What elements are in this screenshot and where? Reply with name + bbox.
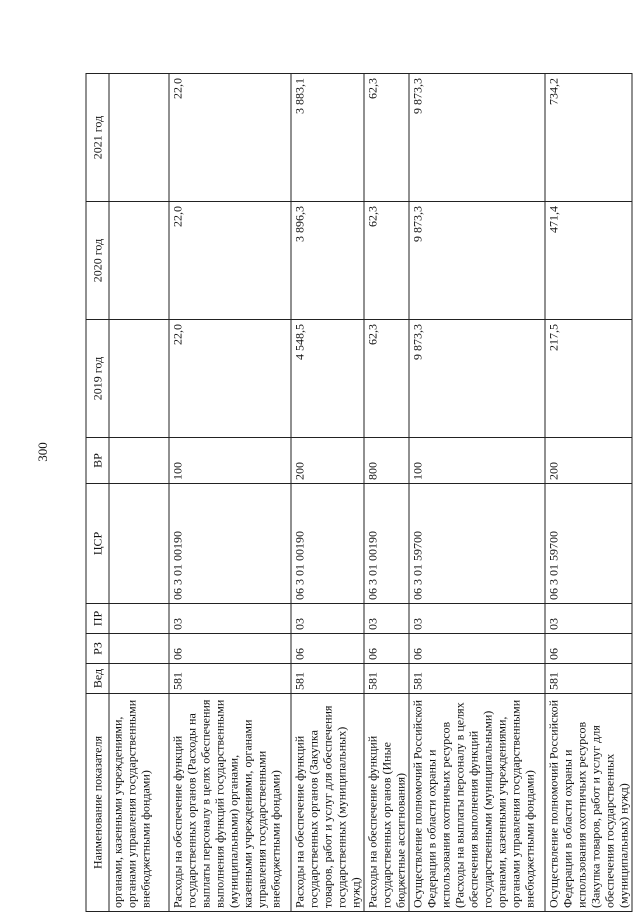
cell-ved: 581 — [545, 664, 632, 694]
cell-ved — [109, 664, 169, 694]
cell-2021: 734,2 — [545, 74, 632, 202]
header-ved: Вед — [86, 664, 109, 694]
header-2019: 2019 год — [86, 320, 109, 438]
cell-ved: 581 — [169, 664, 291, 694]
cell-rz: 06 — [364, 634, 409, 664]
cell-rz: 06 — [291, 634, 364, 664]
cell-2020: 22,0 — [169, 202, 291, 320]
cell-pr: 03 — [409, 604, 545, 634]
cell-pr: 03 — [291, 604, 364, 634]
cell-csr: 06 3 01 59700 — [545, 484, 632, 604]
cell-ved: 581 — [291, 664, 364, 694]
cell-rz — [109, 634, 169, 664]
cell-csr: 06 3 01 00190 — [169, 484, 291, 604]
cell-name: Расходы на обеспечение функций государственных органов (Иные бюджетные ассигнования) — [364, 694, 409, 912]
budget-table-container — [86, 74, 631, 912]
header-name: Наименование показателя — [86, 694, 109, 912]
cell-name: Осуществление полномочий Российской Федерации в области охраны и использования охотничьих ресурсов (Расходы на выплаты персоналу в целях обеспечения выполнения функций государственными (муниципальными) органами, казенными учреждениями, органами управления государственными внебюджетными фондами) — [409, 694, 545, 912]
cell-vr: 200 — [291, 438, 364, 484]
cell-rz: 06 — [409, 634, 545, 664]
cell-2019 — [109, 320, 169, 438]
cell-ved: 581 — [409, 664, 545, 694]
cell-name: Расходы на обеспечение функций государственных органов (Расходы на выплаты персоналу в целях обеспечения выполнения функций государственными (муниципальными) органами, казенными учреждениями, органами управления государственными внебюджетными фондами) — [169, 694, 291, 912]
table-row — [169, 74, 291, 912]
cell-2020: 9 873,3 — [409, 202, 545, 320]
cell-vr: 100 — [409, 438, 545, 484]
cell-vr: 100 — [169, 438, 291, 484]
header-2020: 2020 год — [86, 202, 109, 320]
cell-2019: 9 873,3 — [409, 320, 545, 438]
cell-2021 — [109, 74, 169, 202]
cell-rz: 06 — [169, 634, 291, 664]
cell-pr: 03 — [364, 604, 409, 634]
cell-vr — [109, 438, 169, 484]
budget-table — [86, 73, 633, 912]
cell-vr: 800 — [364, 438, 409, 484]
cell-csr: 06 3 01 00190 — [364, 484, 409, 604]
table-header-row — [86, 74, 109, 912]
table-row — [409, 74, 545, 912]
cell-rz: 06 — [545, 634, 632, 664]
cell-2019: 217,5 — [545, 320, 632, 438]
cell-2020: 471,4 — [545, 202, 632, 320]
cell-2020 — [109, 202, 169, 320]
cell-pr — [109, 604, 169, 634]
cell-vr: 200 — [545, 438, 632, 484]
table-row — [109, 74, 169, 912]
cell-name: органами, казенными учреждениями, органами управления государственными внебюджетными фондами) — [109, 694, 169, 912]
cell-2021: 3 883,1 — [291, 74, 364, 202]
header-2021: 2021 год — [86, 74, 109, 202]
table-row — [364, 74, 409, 912]
header-vr: ВР — [86, 438, 109, 484]
table-row — [545, 74, 632, 912]
header-pr: ПР — [86, 604, 109, 634]
cell-2019: 22,0 — [169, 320, 291, 438]
table-row — [291, 74, 364, 912]
cell-2021: 62,3 — [364, 74, 409, 202]
cell-pr: 03 — [169, 604, 291, 634]
header-csr: ЦСР — [86, 484, 109, 604]
cell-2019: 62,3 — [364, 320, 409, 438]
cell-csr — [109, 484, 169, 604]
cell-2021: 9 873,3 — [409, 74, 545, 202]
cell-2020: 62,3 — [364, 202, 409, 320]
cell-2020: 3 896,3 — [291, 202, 364, 320]
page-number: 300 — [35, 442, 50, 462]
cell-2021: 22,0 — [169, 74, 291, 202]
cell-csr: 06 3 01 00190 — [291, 484, 364, 604]
cell-2019: 4 548,5 — [291, 320, 364, 438]
cell-csr: 06 3 01 59700 — [409, 484, 545, 604]
cell-name: Расходы на обеспечение функций государственных органов (Закупка товаров, работ и услуг для обеспечения государственных (муниципальных) нужд) — [291, 694, 364, 912]
cell-ved: 581 — [364, 664, 409, 694]
cell-pr: 03 — [545, 604, 632, 634]
cell-name: Осуществление полномочий Российской Федерации в области охраны и использования охотничьих ресурсов (Закупка товаров, работ и услуг для обеспечения государственных (муниципальных) нужд) — [545, 694, 632, 912]
header-rz: РЗ — [86, 634, 109, 664]
